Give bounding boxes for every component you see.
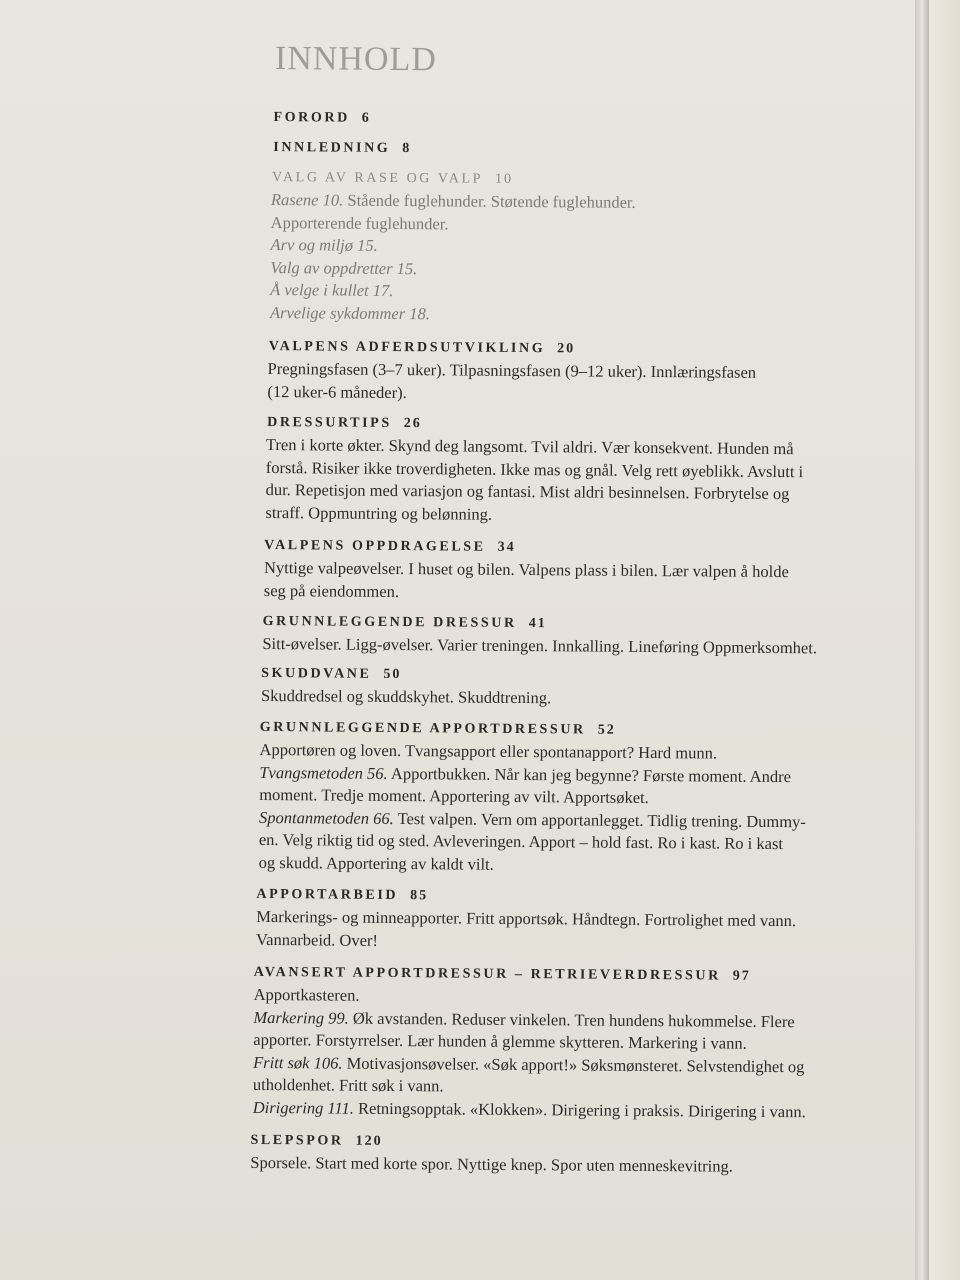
toc-heading-grunnleggende-dressur — [263, 614, 547, 632]
toc-body-skuddvane — [261, 685, 551, 710]
toc-line: (12 uker-6 måneder). — [267, 381, 407, 402]
toc-line: Spontanmetoden 66. Test valpen. Vern om apportanlegget. Tidlig trening. Dummy- — [258, 807, 806, 831]
heading-page-number: 120 — [355, 1133, 383, 1149]
toc-line: Sporsele. Start med korte spor. Nyttige knep. Spor uten menneskevitring. — [250, 1152, 733, 1176]
toc-body-oppdragelse — [264, 557, 789, 606]
toc-line: Markerings- og minneapporter. Fritt apportsøk. Håndtegn. Fortrolighet med vann. — [256, 906, 797, 931]
toc-heading-adferdsutvikling — [269, 339, 576, 357]
heading-text: FORORD — [273, 110, 350, 126]
heading-text: APPORTARBEID — [256, 886, 399, 904]
subsection-title: Å velge i kullet 17. — [270, 280, 394, 300]
toc-heading-apportdressur — [260, 720, 616, 739]
heading-text: VALPENS ADFERDSUTVIKLING — [268, 338, 546, 357]
toc-line: Sitt-øvelser. Ligg-øvelser. Varier treningen. Innkalling. Lineføring Oppmerksomhet. — [262, 633, 818, 658]
toc-body-slepspor — [250, 1152, 733, 1178]
toc-line: og skudd. Apportering av kaldt vilt. — [258, 852, 494, 874]
heading-page-number: 41 — [528, 616, 547, 632]
heading-text: GRUNNLEGGENDE APPORTDRESSUR — [259, 719, 586, 738]
heading-page-number: 34 — [497, 539, 516, 555]
toc-line: utholdenhet. Fritt søk i vann. — [252, 1074, 444, 1096]
toc-line: Markering 99. Øk avstanden. Reduser vinkelen. Tren hundens hukommelse. Flere — [253, 1007, 795, 1031]
toc-line: Apportkasteren. — [253, 984, 360, 1005]
toc-line: Skuddredsel og skuddskyhet. Skuddtrening. — [260, 685, 552, 708]
subsection-title: Arv og miljø 15. — [270, 235, 378, 255]
adjacent-page — [929, 0, 960, 1280]
toc-line: Vannarbeid. Over! — [256, 929, 379, 950]
subsection-title: Fritt søk 106. — [253, 1052, 343, 1073]
toc-heading-forord — [273, 110, 370, 127]
toc-line — [270, 234, 635, 259]
heading-text: INNLEDNING — [273, 140, 391, 156]
toc-line: Apporterende fuglehunder. — [270, 212, 449, 233]
heading-text: VALG AV RASE OG VALP — [272, 170, 484, 187]
toc-line: Dirigering 111. Retningsopptak. «Klokken». Dirigering i praksis. Dirigering i vann. — [252, 1097, 806, 1121]
toc-body-dressurtips — [265, 434, 803, 528]
heading-page-number: 6 — [361, 110, 371, 126]
toc-body-apportarbeid — [256, 906, 796, 955]
heading-text: SKUDDVANE — [261, 665, 372, 682]
heading-page-number: 50 — [383, 666, 402, 683]
toc-heading-innledning — [273, 140, 411, 157]
heading-page-number: 26 — [403, 416, 422, 432]
toc-heading-avansert — [254, 965, 751, 985]
heading-text: SLEPSPOR — [250, 1132, 344, 1149]
page-title: INNHOLD — [274, 40, 438, 79]
subsection-title: Arvelige sykdommer 18. — [269, 302, 431, 323]
heading-text: DRESSURTIPS — [267, 414, 392, 431]
toc-body-apportdressur — [259, 739, 807, 878]
toc-body-adferdsutvikling — [267, 358, 756, 407]
heading-page-number: 97 — [732, 968, 751, 984]
toc-line: forstå. Risiker ikke troverdigheten. Ikke mas og gnål. Velg rett øyeblikk. Avslutt i — [265, 457, 804, 481]
subsection-title: Rasene 10. — [270, 190, 344, 210]
subsection-title: Dirigering 111. — [252, 1097, 354, 1118]
toc-line: Pregningsfasen (3–7 uker). Tilpasningsfasen (9–12 uker). Innlæringsfasen — [267, 358, 757, 382]
toc-line — [270, 257, 635, 282]
toc-heading-slepspor — [250, 1133, 382, 1150]
heading-text: GRUNNLEGGENDE DRESSUR — [262, 613, 517, 631]
heading-page-number: 52 — [597, 722, 616, 738]
toc-heading-oppdragelse — [264, 538, 516, 556]
subsection-title: Spontanmetoden 66. — [258, 807, 394, 828]
toc-line: seg på eiendommen. — [263, 580, 400, 601]
heading-text: AVANSERT APPORTDRESSUR – RETRIEVERDRESSUR — [253, 964, 721, 984]
toc-heading-dressurtips — [267, 415, 422, 432]
toc-line: en. Velg riktig tid og sted. Avleveringen. Apport – hold fast. Ro i kast. Ro i kast — [258, 829, 784, 854]
toc-line: Tvangsmetoden 56. Apportbukken. Når kan jeg begynne? Første moment. Andre — [259, 762, 792, 786]
toc-line: apporter. Forstyrrelser. Lær hunden å glemme skytteren. Markering i vann. — [253, 1029, 747, 1053]
toc-body-grunnleggende-dressur — [262, 633, 817, 660]
toc-line: Nyttige valpeøvelser. I huset og bilen. Valpens plass i bilen. Lær valpen å holde — [263, 557, 789, 582]
toc-line: dur. Repetisjon med variasjon og fantasi. Mist aldri besinnelsen. Forbrytelse og — [265, 479, 790, 504]
heading-page-number: 20 — [557, 341, 576, 357]
toc-line: straff. Oppmuntring og belønning. — [265, 502, 493, 524]
toc-line: Tren i korte økter. Skynd deg langsomt. Tvil aldri. Vær konsekvent. Hunden må — [265, 434, 794, 459]
toc-heading-apportarbeid — [256, 887, 428, 904]
toc-line — [270, 279, 635, 304]
subsection-title: Markering 99. — [253, 1007, 349, 1028]
subsection-title: Tvangsmetoden 56. — [259, 762, 388, 783]
toc-body-valg-av-rase — [270, 189, 636, 327]
toc-heading-valg-av-rase — [272, 170, 513, 188]
toc-line: Rasene 10. Stående fuglehunder. Støtende fuglehunder. — [270, 190, 636, 212]
subsection-title: Valg av oppdretter 15. — [270, 257, 418, 278]
toc-line: moment. Tredje moment. Apportering av vilt. Apportsøket. — [259, 784, 649, 807]
heading-page-number: 85 — [410, 888, 429, 904]
heading-page-number: 10 — [494, 171, 514, 187]
toc-line — [270, 302, 635, 327]
heading-page-number: 8 — [402, 141, 412, 157]
toc-heading-skuddvane — [261, 666, 401, 683]
heading-text: VALPENS OPPDRAGELSE — [264, 537, 486, 555]
toc-body-avansert — [253, 984, 807, 1123]
toc-line: Fritt søk 106. Motivasjonsøvelser. «Søk apport!» Søksmønsteret. Selvstendighet og — [253, 1052, 805, 1076]
toc-line: Apportøren og loven. Tvangsapport eller spontanapport? Hard munn. — [259, 739, 718, 763]
page-edge — [915, 0, 929, 1280]
